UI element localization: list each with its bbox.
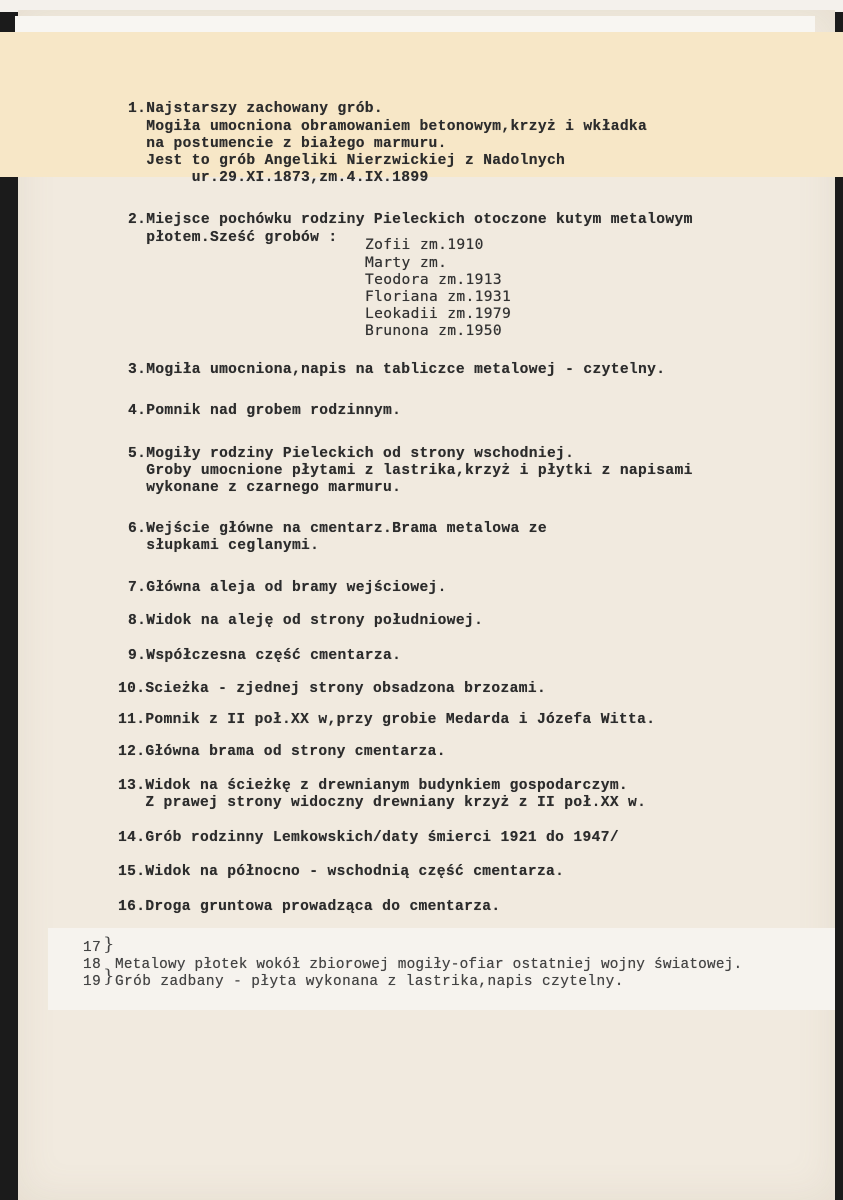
item-3: 3.Mogiła umocniona,napis na tabliczce metalowej - czytelny.: [128, 362, 666, 378]
item-19: Grób zadbany - płyta wykonana z lastrika,napis czytelny.: [115, 974, 624, 990]
item-1-line-3: na postumencie z białego marmuru.: [128, 136, 447, 152]
grave-brunona: Brunona zm.1950: [365, 322, 503, 339]
strip-number-18: 18: [83, 957, 102, 973]
brace-mark-top: }: [103, 934, 115, 955]
overlay-sheet-edge: [15, 16, 815, 32]
strip-number-19: 19: [83, 974, 102, 990]
grave-teodora: Teodora zm.1913: [365, 271, 503, 288]
item-13-line-2: Z prawej strony widoczny drewniany krzyż z II poł.XX w.: [118, 795, 647, 811]
item-5-line-2: Groby umocnione płytami z lastrika,krzyż i płytki z napisami: [128, 463, 693, 479]
item-15: 15.Widok na północno - wschodnią część cmentarza.: [118, 864, 565, 880]
grave-leokadii: Leokadii zm.1979: [365, 305, 512, 322]
grave-zofii: Zofii zm.1910: [365, 236, 484, 253]
item-14: 14.Grób rodzinny Lemkowskich/daty śmierci 1921 do 1947/: [118, 830, 619, 846]
item-8: 8.Widok na aleję od strony południowej.: [128, 613, 484, 629]
item-5-title: 5.Mogiły rodziny Pieleckich od strony wschodniej.: [128, 446, 575, 462]
item-12: 12.Główna brama od strony cmentarza.: [118, 744, 446, 760]
item-1-line-4: Jest to grób Angeliki Nierzwickiej z Nadolnych: [128, 153, 566, 169]
grave-marty: Marty zm.: [365, 254, 448, 271]
item-16: 16.Droga gruntowa prowadząca do cmentarza.: [118, 899, 501, 915]
grave-floriana: Floriana zm.1931: [365, 288, 512, 305]
brace-mark-bottom: }: [103, 966, 115, 987]
item-9: 9.Współczesna część cmentarza.: [128, 648, 402, 664]
item-7: 7.Główna aleja od bramy wejściowej.: [128, 580, 447, 596]
item-18: Metalowy płotek wokół zbiorowej mogiły-ofiar ostatniej wojny światowej.: [115, 957, 743, 973]
item-2-line-2: płotem.Sześć grobów :: [128, 230, 338, 246]
item-13-title: 13.Widok na ścieżkę z drewnianym budynkiem gospodarczym.: [118, 778, 629, 794]
item-6-title: 6.Wejście główne na cmentarz.Brama metalowa ze: [128, 521, 547, 537]
item-10: 10.Scieżka - zjednej strony obsadzona brzozami.: [118, 681, 547, 697]
item-6-line-2: słupkami ceglanymi.: [128, 538, 320, 554]
item-1-line-5: ur.29.XI.1873,zm.4.IX.1899: [128, 170, 429, 186]
item-5-line-3: wykonane z czarnego marmuru.: [128, 480, 402, 496]
item-2-title: 2.Miejsce pochówku rodziny Pieleckich otoczone kutym metalowym: [128, 212, 693, 228]
item-4: 4.Pomnik nad grobem rodzinnym.: [128, 403, 402, 419]
item-1-title: 1.Najstarszy zachowany grób.: [128, 101, 384, 117]
item-11: 11.Pomnik z II poł.XX w,przy grobie Medarda i Józefa Witta.: [118, 712, 656, 728]
typed-page: [18, 10, 835, 1200]
strip-number-17: 17: [83, 940, 102, 956]
item-1-line-2: Mogiła umocniona obramowaniem betonowym,krzyż i wkładka: [128, 119, 648, 135]
